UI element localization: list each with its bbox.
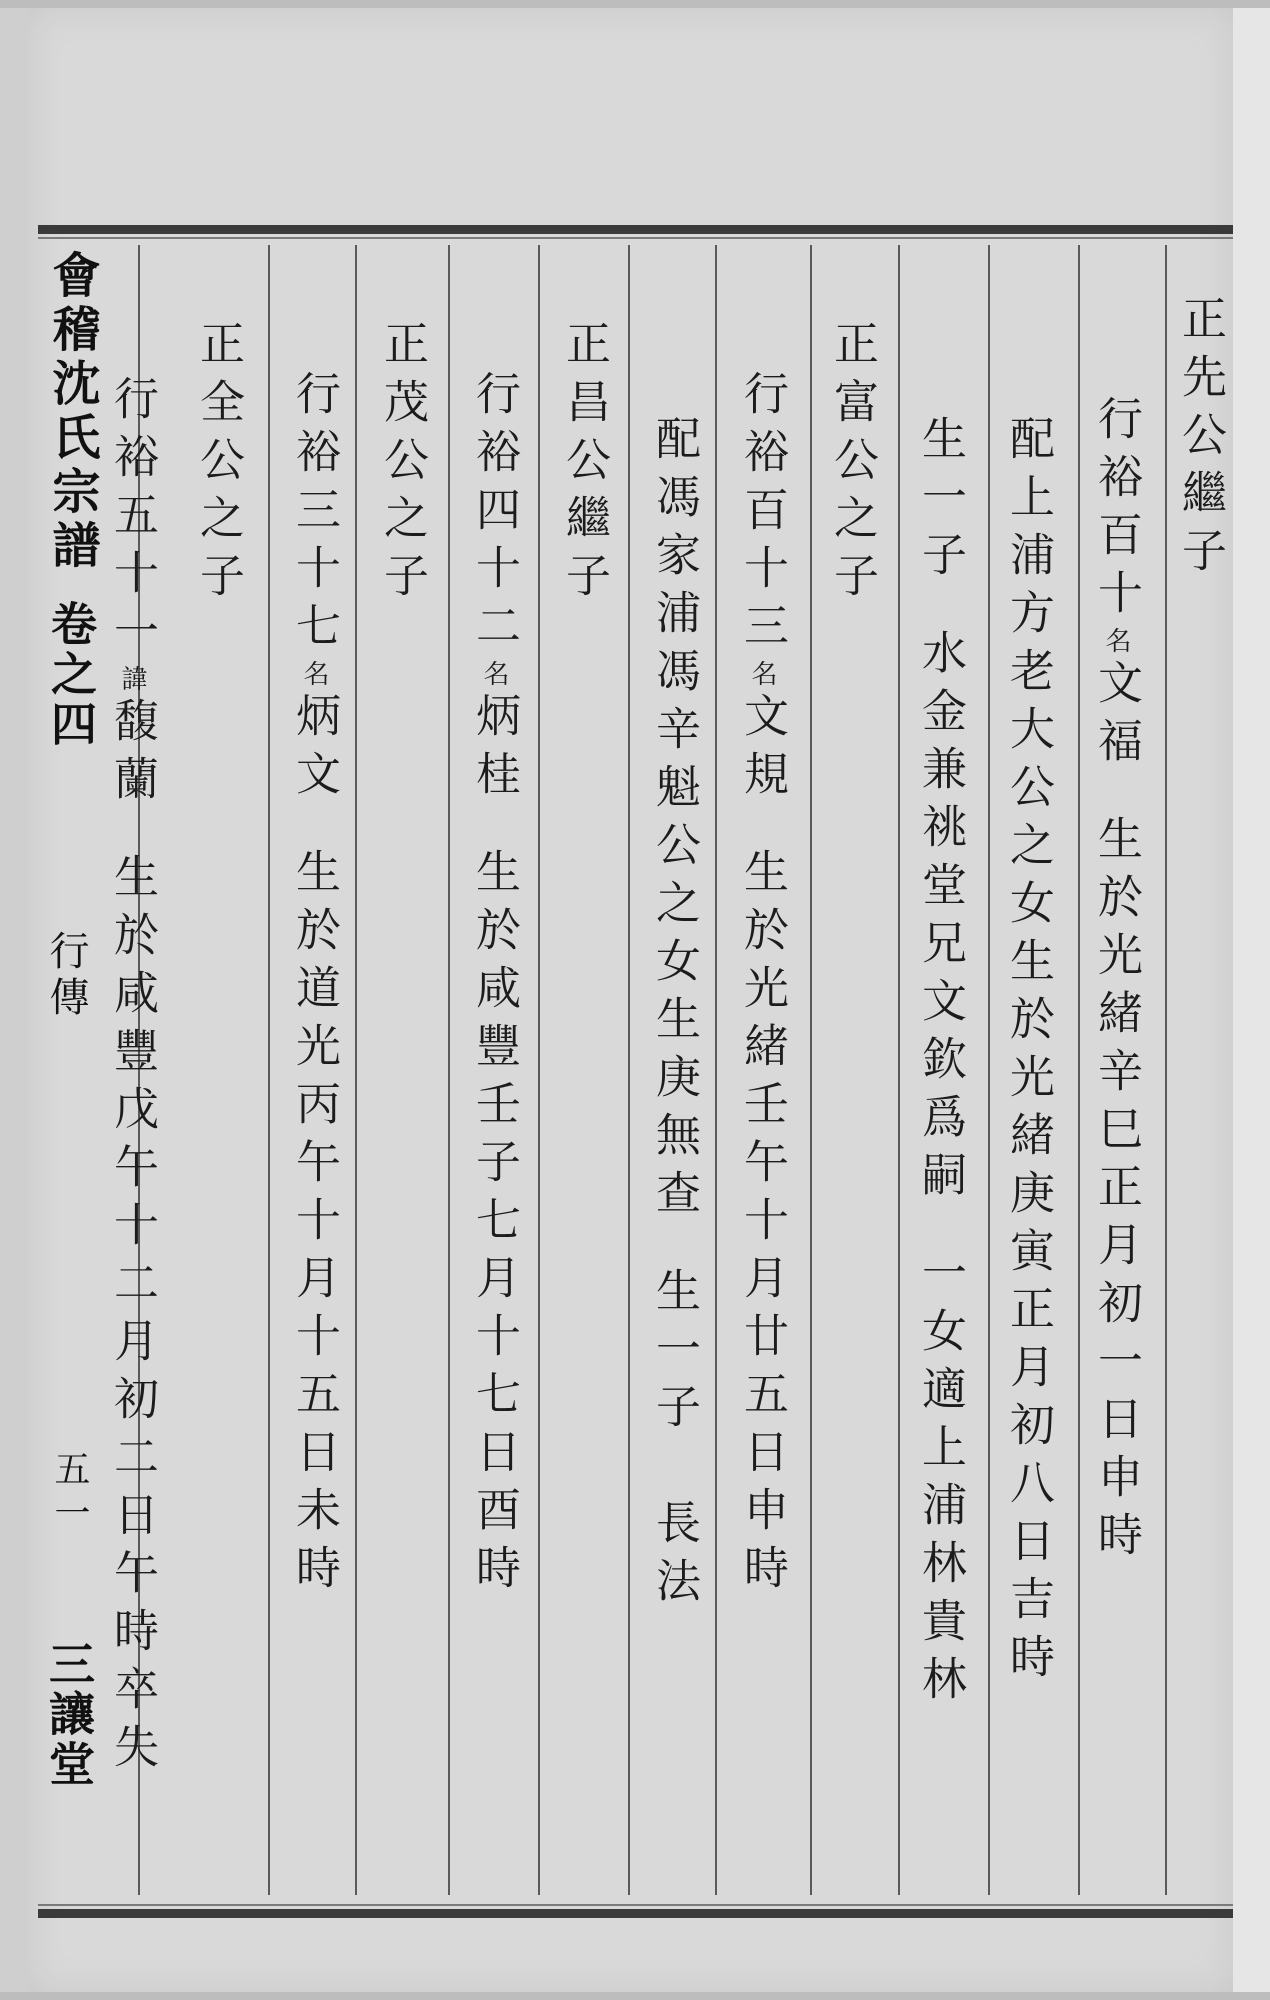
section-label: 行傳 xyxy=(43,930,89,1022)
column-rule xyxy=(268,245,270,1895)
entry-children-line: 生一子水金兼祧堂兄文欽爲嗣一女適上浦林貴林 xyxy=(914,415,967,1713)
column-rule xyxy=(448,245,450,1895)
entry-heading: 正全公之子 xyxy=(192,320,245,610)
entry-spouse-line: 配上浦方老大公之女生於光緒庚寅正月初八日吉時 xyxy=(1002,415,1055,1691)
column-rule xyxy=(355,245,357,1895)
column-rule xyxy=(715,245,717,1895)
volume-label: 卷之四 xyxy=(44,600,98,750)
column-rule xyxy=(988,245,990,1895)
column-rule xyxy=(810,245,812,1895)
column-rule xyxy=(538,245,540,1895)
entry-heading: 正富公之子 xyxy=(826,320,879,610)
entry-name-line: 行裕百十名文福生於光緒辛巳正月初一日申時 xyxy=(1090,395,1143,1569)
entry-name-line: 行裕四十二名炳桂生於咸豐壬子七月十七日酉時 xyxy=(468,370,521,1602)
adjacent-page-edge xyxy=(1233,8,1270,1992)
entry-heading: 正先公繼子 xyxy=(1174,295,1227,585)
entry-name-line: 行裕三十七名炳文生於道光丙午十月十五日未時 xyxy=(288,370,341,1602)
column-rule xyxy=(898,245,900,1895)
entry-name-line: 行裕五十一諱馥蘭生於咸豐戊午十二月初二日午時卒失 xyxy=(106,375,159,1781)
entry-name-line: 行裕百十三名文規生於光緒壬午十月廿五日申時 xyxy=(736,370,789,1602)
entry-spouse-line: 配馮家浦馮辛魁公之女生庚無查生一子 長法 xyxy=(648,415,701,1615)
hall-name: 三讓堂 xyxy=(42,1640,96,1790)
book-title: 會稽沈氏宗譜 xyxy=(44,250,100,574)
column-rule xyxy=(1165,245,1167,1895)
page-number: 五一 xyxy=(49,1450,90,1538)
binding-gutter xyxy=(0,8,28,1992)
column-rule xyxy=(1078,245,1080,1895)
column-rule xyxy=(628,245,630,1895)
entry-heading: 正昌公繼子 xyxy=(558,320,611,610)
entry-heading: 正茂公之子 xyxy=(376,320,429,610)
